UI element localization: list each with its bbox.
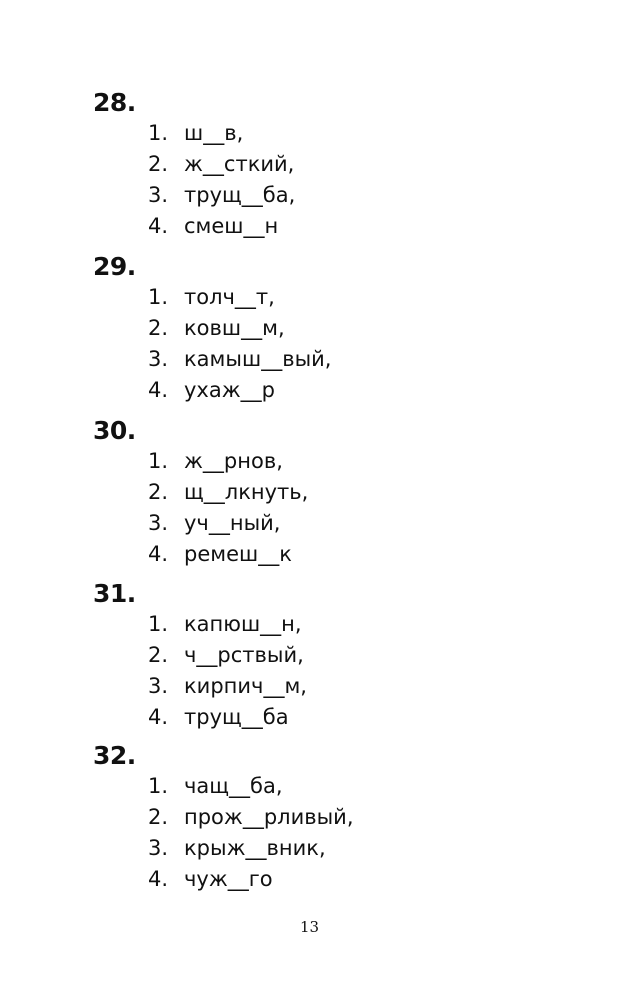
answer-option: [148, 149, 588, 180]
option-number: 3.: [148, 674, 169, 698]
option-number: 3.: [148, 836, 169, 860]
option-word: камыш__вый,: [184, 347, 332, 371]
answer-options: [148, 609, 588, 733]
answer-options: [148, 446, 588, 570]
option-word: ковш__м,: [184, 316, 285, 340]
option-word: уч__ный,: [184, 511, 281, 535]
option-number: 1.: [148, 612, 169, 636]
option-word: ч__рствый,: [184, 643, 304, 667]
answer-option: [148, 771, 588, 802]
page-number: 13: [299, 918, 320, 936]
answer-option: [148, 446, 588, 477]
answer-option: [148, 344, 588, 375]
option-number: 2.: [148, 480, 169, 504]
option-number: 1.: [148, 121, 169, 145]
option-number: 1.: [148, 449, 169, 473]
option-number: 2.: [148, 316, 169, 340]
answer-option: [148, 477, 588, 508]
exercise-number: 31.: [93, 579, 136, 608]
option-number: 1.: [148, 774, 169, 798]
exercise-number: 29.: [93, 252, 136, 281]
option-number: 2.: [148, 805, 169, 829]
answer-option: [148, 539, 588, 570]
exercise-31: [93, 579, 533, 733]
option-word: кирпич__м,: [184, 674, 307, 698]
exercise-29: [93, 252, 533, 406]
option-word: трущ__ба: [184, 705, 289, 729]
answer-option: [148, 833, 588, 864]
option-number: 2.: [148, 152, 169, 176]
option-word: трущ__ба,: [184, 183, 296, 207]
option-word: смеш__н: [184, 214, 279, 238]
answer-options: [148, 771, 588, 895]
option-word: прож__рливый,: [184, 805, 354, 829]
option-word: ш__в,: [184, 121, 244, 145]
option-number: 3.: [148, 347, 169, 371]
option-word: щ__лкнуть,: [184, 480, 309, 504]
exercise-number: 32.: [93, 741, 136, 770]
option-number: 4.: [148, 705, 169, 729]
answer-option: [148, 118, 588, 149]
option-number: 1.: [148, 285, 169, 309]
option-word: ремеш__к: [184, 542, 292, 566]
option-number: 4.: [148, 867, 169, 891]
answer-option: [148, 211, 588, 242]
answer-option: [148, 671, 588, 702]
option-number: 4.: [148, 378, 169, 402]
option-number: 3.: [148, 183, 169, 207]
answer-options: [148, 118, 588, 242]
answer-option: [148, 313, 588, 344]
option-number: 3.: [148, 511, 169, 535]
answer-option: [148, 702, 588, 733]
answer-options: [148, 282, 588, 406]
answer-option: [148, 180, 588, 211]
exercise-number: 30.: [93, 416, 136, 445]
answer-option: [148, 508, 588, 539]
answer-option: [148, 375, 588, 406]
option-word: ж__сткий,: [184, 152, 295, 176]
answer-option: [148, 609, 588, 640]
option-number: 2.: [148, 643, 169, 667]
option-word: ж__рнов,: [184, 449, 283, 473]
answer-option: [148, 282, 588, 313]
option-word: ухаж__р: [184, 378, 275, 402]
exercise-32: [93, 741, 533, 895]
answer-option: [148, 640, 588, 671]
option-number: 4.: [148, 542, 169, 566]
option-word: толч__т,: [184, 285, 275, 309]
exercise-number: 28.: [93, 88, 136, 117]
option-word: чащ__ба,: [184, 774, 283, 798]
option-word: крыж__вник,: [184, 836, 326, 860]
exercise-28: [93, 88, 533, 242]
option-word: чуж__го: [184, 867, 273, 891]
answer-option: [148, 864, 588, 895]
exercise-30: [93, 416, 533, 570]
option-word: капюш__н,: [184, 612, 302, 636]
answer-option: [148, 802, 588, 833]
option-number: 4.: [148, 214, 169, 238]
